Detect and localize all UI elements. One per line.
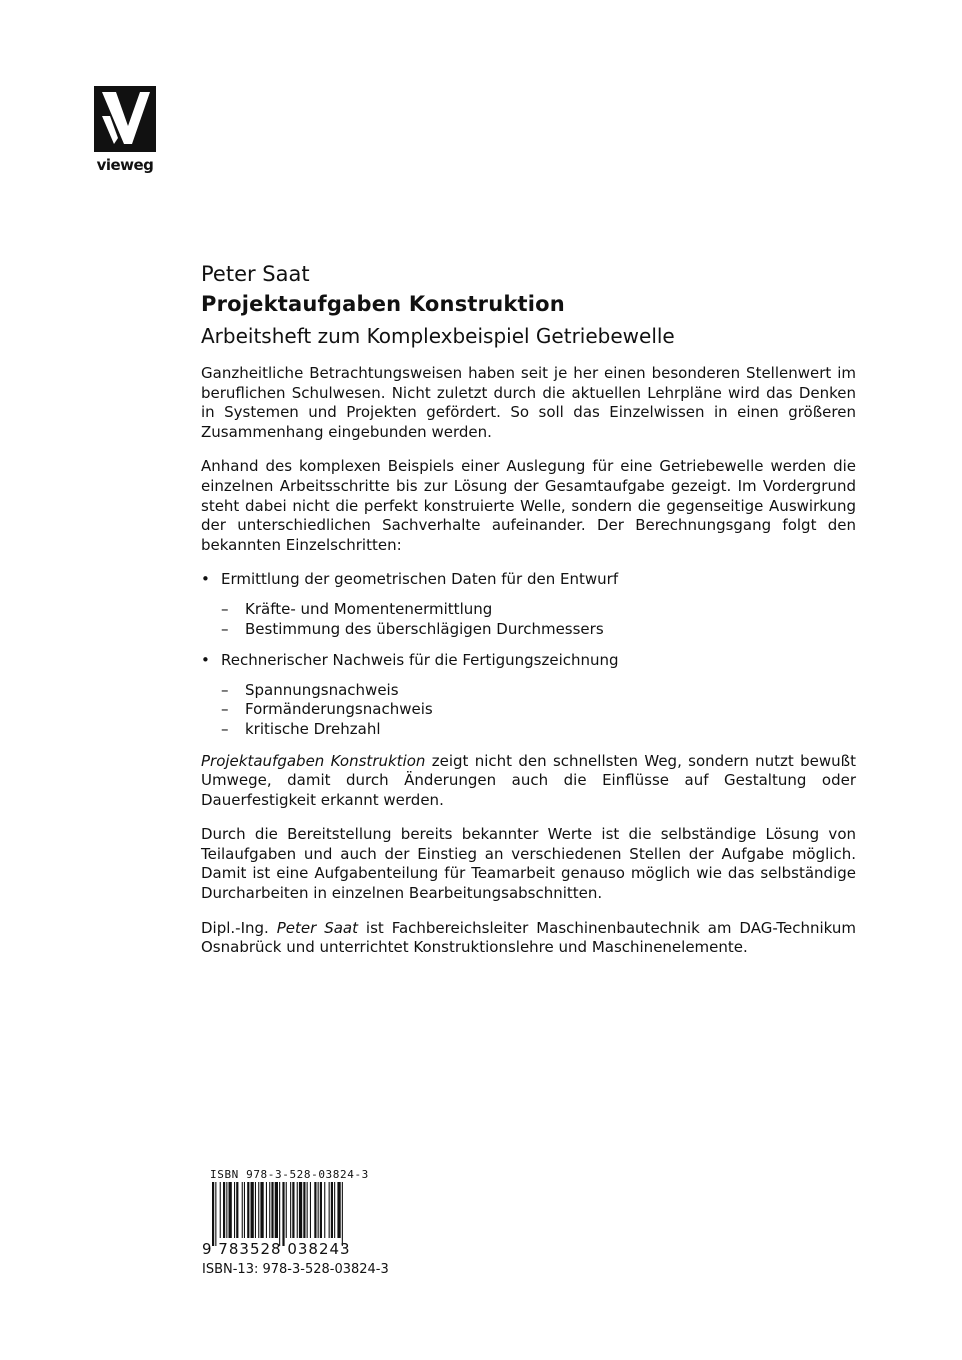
- sub-list-item: – Bestimmung des überschlägigen Durchmessers: [221, 619, 604, 638]
- isbn-barcode: [202, 1168, 392, 1283]
- barcode-number: 9 783528 038243: [202, 1240, 351, 1258]
- barcode-bar: [297, 1182, 298, 1238]
- barcode-bar: [234, 1182, 235, 1238]
- barcode-bar: [215, 1182, 216, 1246]
- dash-icon: –: [221, 680, 229, 699]
- paragraph-approach: Projektaufgaben Konstruktion zeigt nicht den schnellsten Weg, sondern nutzt bewußt Umwege, damit durch Änderungen auch die Einflüsse auf Gestaltung oder Dauerfestigkeit erkannt werden.: [201, 751, 856, 809]
- barcode-bar: [307, 1182, 308, 1238]
- vieweg-logo-icon: [88, 86, 162, 154]
- barcode-bar: [229, 1182, 232, 1238]
- list-item: [201, 570, 856, 639]
- author-name: Peter Saat: [201, 262, 310, 286]
- barcode-bar: [226, 1182, 227, 1238]
- sub-list-item: – Spannungsnachweis: [221, 680, 399, 699]
- list-item-label: Rechnerischer Nachweis für die Fertigungszeichnung: [221, 651, 619, 670]
- barcode-bar: [260, 1182, 263, 1238]
- barcode-bar: [310, 1182, 311, 1238]
- barcode-bar: [299, 1182, 302, 1238]
- barcode-bar: [303, 1182, 305, 1238]
- barcode-bar: [279, 1182, 280, 1246]
- book-subtitle: Arbeitsheft zum Komplexbeispiel Getriebewelle: [201, 324, 675, 348]
- barcode-bar: [337, 1182, 340, 1238]
- barcode-bar: [275, 1182, 278, 1238]
- bullet-icon: •: [201, 651, 210, 670]
- barcode-bar: [220, 1182, 221, 1238]
- barcode-bar: [334, 1182, 335, 1238]
- isbn-13-label: ISBN-13: 978-3-528-03824-3: [202, 1262, 389, 1277]
- barcode-bar: [223, 1182, 225, 1238]
- back-cover-text: [201, 262, 856, 973]
- sub-list-item: – kritische Drehzahl: [221, 719, 381, 738]
- sub-list-item: – Kräfte- und Momentenermittlung: [221, 599, 493, 618]
- sub-list: [221, 681, 856, 740]
- barcode-bar: [282, 1182, 284, 1246]
- barcode-bar: [342, 1182, 343, 1246]
- book-title: Projektaufgaben Konstruktion: [201, 292, 565, 316]
- publisher-logo: [88, 86, 162, 176]
- barcode-bar: [242, 1182, 243, 1238]
- dash-icon: –: [221, 719, 229, 738]
- list-item-label: Ermittlung der geometrischen Daten für den Entwurf: [221, 570, 619, 589]
- barcode-bar: [271, 1182, 273, 1238]
- sub-list-item: – Formänderungsnachweis: [221, 700, 433, 719]
- barcode-bar: [212, 1182, 214, 1246]
- barcode-bar: [292, 1182, 294, 1238]
- dash-icon: –: [221, 619, 229, 638]
- barcode-bar: [247, 1182, 249, 1238]
- barcode-bar: [324, 1182, 325, 1238]
- barcode-bar: [266, 1182, 267, 1238]
- paragraph-intro: Ganzheitliche Betrachtungsweisen haben seit je her einen besonderen Stellenwert im beruflichen Schulwesen. Nicht zuletzt durch die aktuellen Lehrpläne wird das Denken in Systemen und Projekten gefördert. So soll das Einzelwissen in einen größeren Zusammenhang eingebunden werden.: [201, 364, 856, 441]
- barcode-bar: [244, 1182, 245, 1238]
- paragraph-author-bio: Dipl.-Ing. Peter Saat ist Fachbereichsleiter Maschinenbautechnik am DAG-Technikum Osnabrück und unterrichtet Konstruktionslehre und Maschinenelemente.: [201, 918, 856, 957]
- publisher-name: vieweg: [96, 156, 154, 174]
- dash-icon: –: [221, 700, 229, 719]
- barcode-bar: [329, 1182, 330, 1238]
- paragraph-example: Anhand des komplexen Beispiels einer Auslegung für eine Getriebewelle werden die einzelnen Arbeitsschritte bis zur Lösung der Gesamtaufgabe gezeigt. Im Vordergrund steht dabei nicht die perfekt konstruierte Welle, sondern die gegenseitige Auswirkung der unterschiedlichen Sachverhalte aufeinander. Der Berechnungsgang folgt den bekannten Einzelschritten:: [201, 457, 856, 554]
- barcode-bar: [320, 1182, 322, 1238]
- barcode-bar: [286, 1182, 287, 1238]
- barcode-bar: [255, 1182, 256, 1238]
- barcode-bar: [318, 1182, 319, 1238]
- barcode-bar: [269, 1182, 270, 1238]
- isbn-top-label: ISBN 978-3-528-03824-3: [210, 1168, 369, 1181]
- barcode-bar: [251, 1182, 254, 1238]
- sub-list: [221, 600, 856, 639]
- barcode-bar: [290, 1182, 291, 1238]
- barcode-bar: [314, 1182, 316, 1238]
- barcode-bar: [331, 1182, 333, 1238]
- barcode-bars-icon: [210, 1182, 380, 1246]
- list-item: [201, 651, 856, 739]
- dash-icon: –: [221, 599, 229, 618]
- barcode-bar: [236, 1182, 238, 1238]
- barcode-bar: [258, 1182, 259, 1238]
- steps-list: [201, 570, 856, 739]
- paragraph-teamwork: Durch die Bereitstellung bereits bekannter Werte ist die selbständige Lösung von Teilaufgaben und auch der Einstieg an verschiedenen Stellen der Aufgabe möglich. Damit ist eine Aufgabenteilung für Teamarbeit genauso möglich wie das selbständige Durcharbeiten in einzelnen Bearbeitungsabschnitten.: [201, 825, 856, 903]
- bullet-icon: •: [201, 570, 210, 589]
